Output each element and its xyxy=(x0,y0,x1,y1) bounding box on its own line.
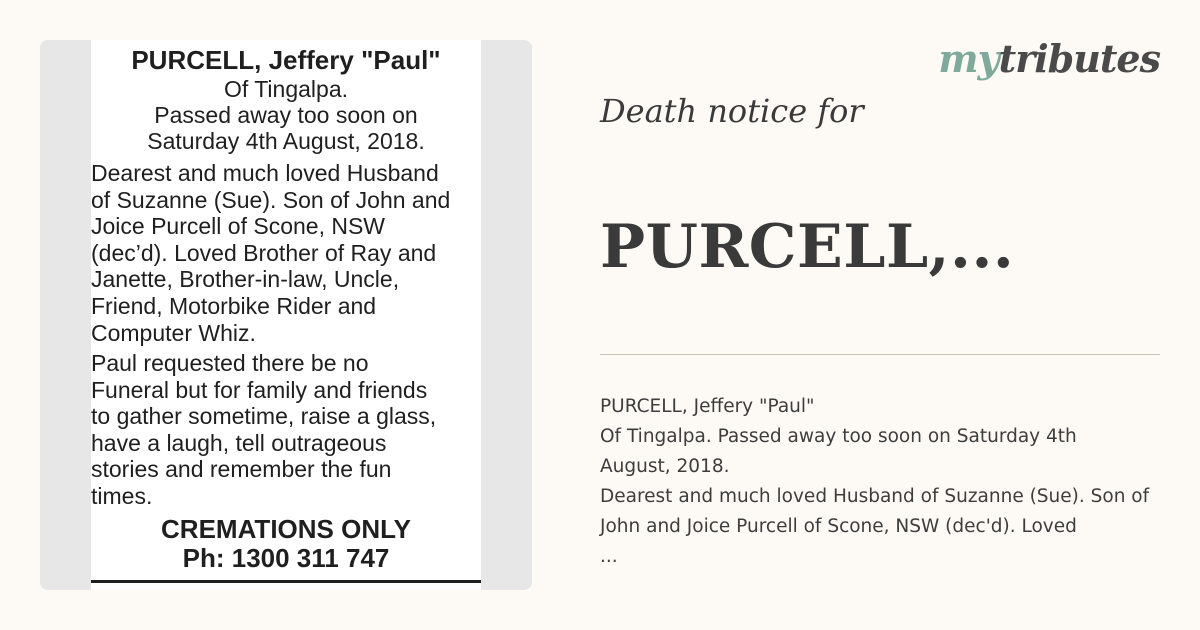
clipping-line: to gather sometime, raise a glass, xyxy=(91,403,437,430)
clipping-sub-line: Passed away too soon on xyxy=(154,102,418,128)
clipping-line: Funeral but for family and friends xyxy=(91,376,428,403)
logo-tributes: tributes xyxy=(998,36,1160,81)
clipping-line: Janette, Brother-in-law, Uncle, xyxy=(91,266,400,293)
logo-my: my xyxy=(938,36,999,81)
clipping-line: Joice Purcell of Scone, NSW xyxy=(91,213,386,240)
clipping-paragraph-2 xyxy=(91,350,481,510)
excerpt-line: Dearest and much loved Husband of Suzanne (Sue). Son of xyxy=(600,486,1150,507)
clipping-line: Dearest and much loved Husband xyxy=(91,160,439,186)
clipping-sub-line: Saturday 4th August, 2018. xyxy=(147,128,425,154)
clipping-line: times. xyxy=(91,482,153,509)
clipping-sub-line: Of Tingalpa. xyxy=(223,76,349,102)
clipping-line: Computer Whiz. xyxy=(91,319,256,346)
clipping-bottom-rule xyxy=(91,580,481,583)
excerpt-line: John and Joice Purcell of Scone, NSW (dec'd). Loved xyxy=(600,516,1077,537)
clipping-line: of Suzanne (Sue). Son of John and xyxy=(91,186,451,213)
excerpt-line: ... xyxy=(600,546,618,567)
deceased-name-title: PURCELL,... xyxy=(600,212,1015,282)
divider xyxy=(600,354,1160,355)
clipping-line: Paul requested there be no xyxy=(91,350,369,376)
clipping-line: Friend, Motorbike Rider and xyxy=(91,292,377,319)
clipping-footer-line: CREMATIONS ONLY xyxy=(161,514,411,544)
excerpt-line: PURCELL, Jeffery "Paul" xyxy=(600,396,815,417)
clipping-heading: PURCELL, Jeffery "Paul" xyxy=(131,45,441,75)
clipping-line: stories and remember the fun xyxy=(91,456,392,483)
clipping-footer-line: Ph: 1300 311 747 xyxy=(182,543,390,573)
clipping-line: (dec’d). Loved Brother of Ray and xyxy=(91,239,437,266)
excerpt-line: Of Tingalpa. Passed away too soon on Saturday 4th xyxy=(600,426,1077,447)
mytributes-logo[interactable] xyxy=(938,36,1160,81)
clipping-paragraph-1 xyxy=(91,160,481,346)
death-notice-label: Death notice for xyxy=(600,92,864,130)
clipping-line: have a laugh, tell outrageous xyxy=(91,429,387,456)
notice-excerpt xyxy=(600,392,1195,572)
newspaper-clipping xyxy=(91,40,481,590)
excerpt-line: August, 2018. xyxy=(600,456,730,477)
notice-image xyxy=(40,40,532,590)
